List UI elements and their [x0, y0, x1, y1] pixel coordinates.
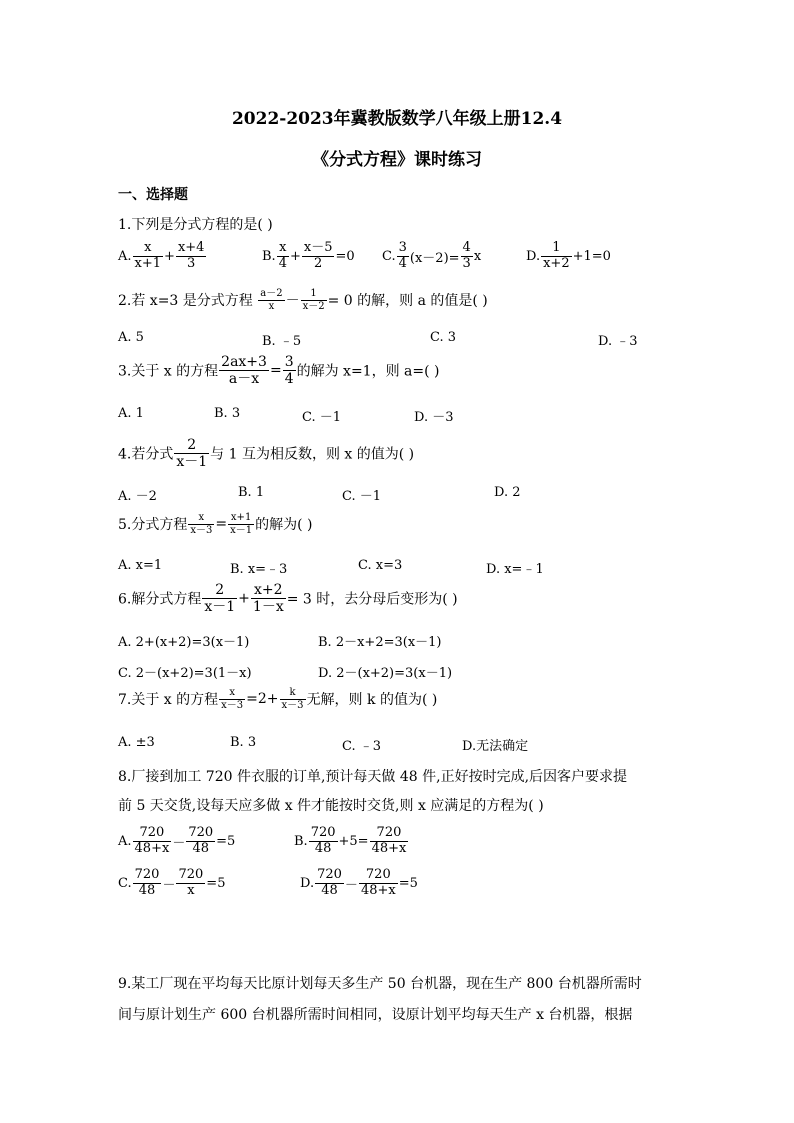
question-5-option-c: C. x=3 [358, 558, 403, 573]
question-5-option-d: D. x=﹣1 [486, 562, 544, 577]
question-7-option-b: B. 3 [230, 735, 257, 750]
question-6-option-b: B. 2－x+2=3(x－1) [318, 635, 442, 650]
question-3-option-a: A. 1 [118, 406, 144, 421]
question-8-option-a: A. $\frac{720}{48+x}$ － $\frac{720}{48}$ =5 [118, 825, 236, 856]
question-2-option-c: C. 3 [430, 330, 457, 345]
question-5-option-a: A. x=1 [118, 558, 163, 573]
question-8-option-c: C. $\frac{720}{48}$ － $\frac{720}{x}$ =5 [118, 867, 226, 898]
question-6-option-c: C. 2－(x+2)=3(1－x) [118, 666, 252, 681]
question-1-option-a: A. $\frac{x}{x+1}$ + $\frac{x+4}{3}$ [118, 240, 205, 271]
question-4-option-d: D. 2 [494, 485, 521, 500]
question-1-option-c: C. $\frac{3}{4}$ (x－2)= $\frac{4}{3}$ x [382, 240, 482, 271]
question-4-option-c: C. －1 [342, 489, 382, 504]
question-8-stem-line1: 8.厂接到加工 720 件衣服的订单,预计每天做 48 件,正好按时完成,后因客户要求提 [118, 769, 628, 785]
question-7-option-d: D.无法确定 [462, 739, 529, 754]
question-6-option-a: A. 2+(x+2)=3(x－1) [118, 635, 250, 650]
question-1-option-d: D. $\frac{1}{x+2}$ +1=0 [526, 240, 611, 271]
question-4-option-a: A. －2 [118, 489, 157, 504]
question-2-option-b: B. ﹣5 [262, 334, 302, 349]
question-1-stem: 1.下列是分式方程的是( ) [118, 217, 273, 233]
question-7-option-c: C. ﹣3 [342, 739, 382, 754]
question-9-stem-line2: 间与原计划生产 600 台机器所需时间相同，设原计划平均每天生产 x 台机器，根据 [118, 1007, 633, 1023]
question-9-stem-line1: 9.某工厂现在平均每天比原计划每天多生产 50 台机器，现在生产 800 台机器所需时 [118, 976, 642, 992]
question-8-option-b: B. $\frac{720}{48}$ +5= $\frac{720}{48+x}$ [294, 825, 407, 856]
question-5-option-b: B. x=﹣3 [230, 562, 288, 577]
question-4-option-b: B. 1 [238, 485, 265, 500]
section-heading-choice: 一、选择题 [118, 187, 188, 203]
question-8-stem-line2: 前 5 天交货,设每天应多做 x 件才能按时交货,则 x 应满足的方程为( ) [118, 798, 544, 814]
question-4-stem: 4.若分式 $\frac{2}{x-1}$ 与 1 互为相反数，则 x 的值为( ) [118, 437, 415, 471]
question-6-stem: 6.解分式方程 $\frac{2}{x-1}$ + $\frac{x+2}{1-x}$ = 3 时，去分母后变形为( ) [118, 582, 458, 616]
question-2-option-d: D. ﹣3 [598, 334, 638, 349]
question-2-option-a: A. 5 [118, 330, 144, 345]
question-1-option-b: B. $\frac{x}{4}$ + $\frac{x-5}{2}$ =0 [262, 240, 355, 271]
question-3-option-c: C. －1 [302, 410, 342, 425]
question-7-option-a: A. ±3 [118, 735, 155, 750]
question-6-option-d: D. 2－(x+2)=3(x－1) [318, 666, 453, 681]
question-2-stem: 2.若 x=3 是分式方程 $\frac{a-2}{x}$ － $\frac{1}{x-2}$ = 0 的解，则 a 的值是( ) [118, 288, 488, 312]
question-3-option-b: B. 3 [214, 406, 241, 421]
question-3-stem: 3.关于 x 的方程 $\frac{2ax+3}{a-x}$ = $\frac{3}{4}$ 的解为 x=1，则 a=( ) [118, 354, 440, 388]
question-8-option-d: D. $\frac{720}{48}$ － $\frac{720}{48+x}$ =5 [300, 867, 418, 898]
question-7-stem: 7.关于 x 的方程 $\frac{x}{x-3}$ =2+ $\frac{k}{x-3}$ 无解，则 k 的值为( ) [118, 687, 438, 711]
page-title-line1: 2022-2023年冀教版数学八年级上册12.4 [231, 109, 563, 129]
question-3-option-d: D. －3 [414, 410, 454, 425]
page-title-line2: 《分式方程》课时练习 [312, 150, 482, 170]
question-5-stem: 5.分式方程 $\frac{x}{x-3}$ = $\frac{x+1}{x-1}$ 的解为( ) [118, 512, 313, 536]
